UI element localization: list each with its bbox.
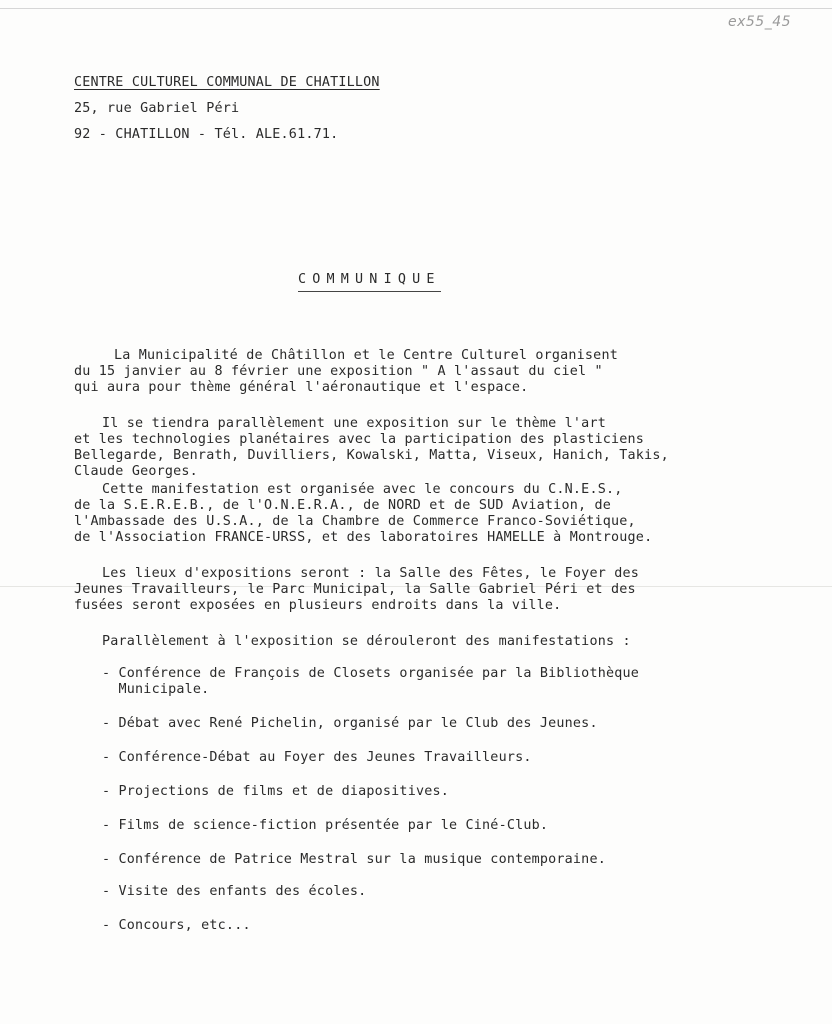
paragraph-4-line: fusées seront exposées en plusieurs endroits dans la ville. xyxy=(74,598,562,613)
list-item: - Concours, etc... xyxy=(102,918,251,933)
letterhead-address: 25, rue Gabriel Péri xyxy=(74,101,240,116)
paragraph-1-line: du 15 janvier au 8 février une exposition " A l'assaut du ciel " xyxy=(74,364,603,379)
letterhead-title: CENTRE CULTUREL COMMUNAL DE CHATILLON xyxy=(74,75,380,90)
archive-reference: ex55_45 xyxy=(728,14,792,30)
list-item: - Visite des enfants des écoles. xyxy=(102,884,367,899)
paragraph-2-line: Bellegarde, Benrath, Duvilliers, Kowalski, Matta, Viseux, Hanich, Takis, xyxy=(74,448,669,463)
letterhead xyxy=(74,70,380,148)
list-item: - Conférence-Débat au Foyer des Jeunes Travailleurs. xyxy=(102,750,532,765)
paragraph-4-line: Jeunes Travailleurs, le Parc Municipal, la Salle Gabriel Péri et des xyxy=(74,582,636,597)
paragraph-4-line: Les lieux d'expositions seront : la Salle des Fêtes, le Foyer des xyxy=(102,566,640,581)
paragraph-5-line: Parallèlement à l'exposition se dérouleront des manifestations : xyxy=(102,634,631,649)
list-item-continuation: Municipale. xyxy=(102,682,210,697)
paragraph-2-line: Claude Georges. xyxy=(74,464,198,479)
paragraph-1-line: qui aura pour thème général l'aéronautique et l'espace. xyxy=(74,380,529,395)
list-item: - Débat avec René Pichelin, organisé par le Club des Jeunes. xyxy=(102,716,598,731)
paragraph-1-line: La Municipalité de Châtillon et le Centre Culturel organisent xyxy=(114,348,618,363)
paragraph-3-line: de l'Association FRANCE-URSS, et des laboratoires HAMELLE à Montrouge. xyxy=(74,530,653,545)
top-edge-rule xyxy=(0,8,832,9)
list-item: - Conférence de Patrice Mestral sur la musique contemporaine. xyxy=(102,852,606,867)
paragraph-3-line: de la S.E.R.E.B., de l'O.N.E.R.A., de NORD et de SUD Aviation, de xyxy=(74,498,612,513)
list-item: - Conférence de François de Closets organisée par la Bibliothèque xyxy=(102,666,640,681)
paragraph-2-line: et les technologies planétaires avec la participation des plasticiens xyxy=(74,432,645,447)
paragraph-2-line: Il se tiendra parallèlement une exposition sur le thème l'art xyxy=(102,416,606,431)
paragraph-3-line: Cette manifestation est organisée avec le concours du C.N.E.S., xyxy=(102,482,623,497)
document-title: COMMUNIQUE xyxy=(298,272,441,292)
paragraph-3-line: l'Ambassade des U.S.A., de la Chambre de Commerce Franco-Soviétique, xyxy=(74,514,636,529)
letterhead-city-phone: 92 - CHATILLON - Tél. ALE.61.71. xyxy=(74,127,339,142)
list-item: - Projections de films et de diapositives. xyxy=(102,784,449,799)
list-item: - Films de science-fiction présentée par le Ciné-Club. xyxy=(102,818,549,833)
